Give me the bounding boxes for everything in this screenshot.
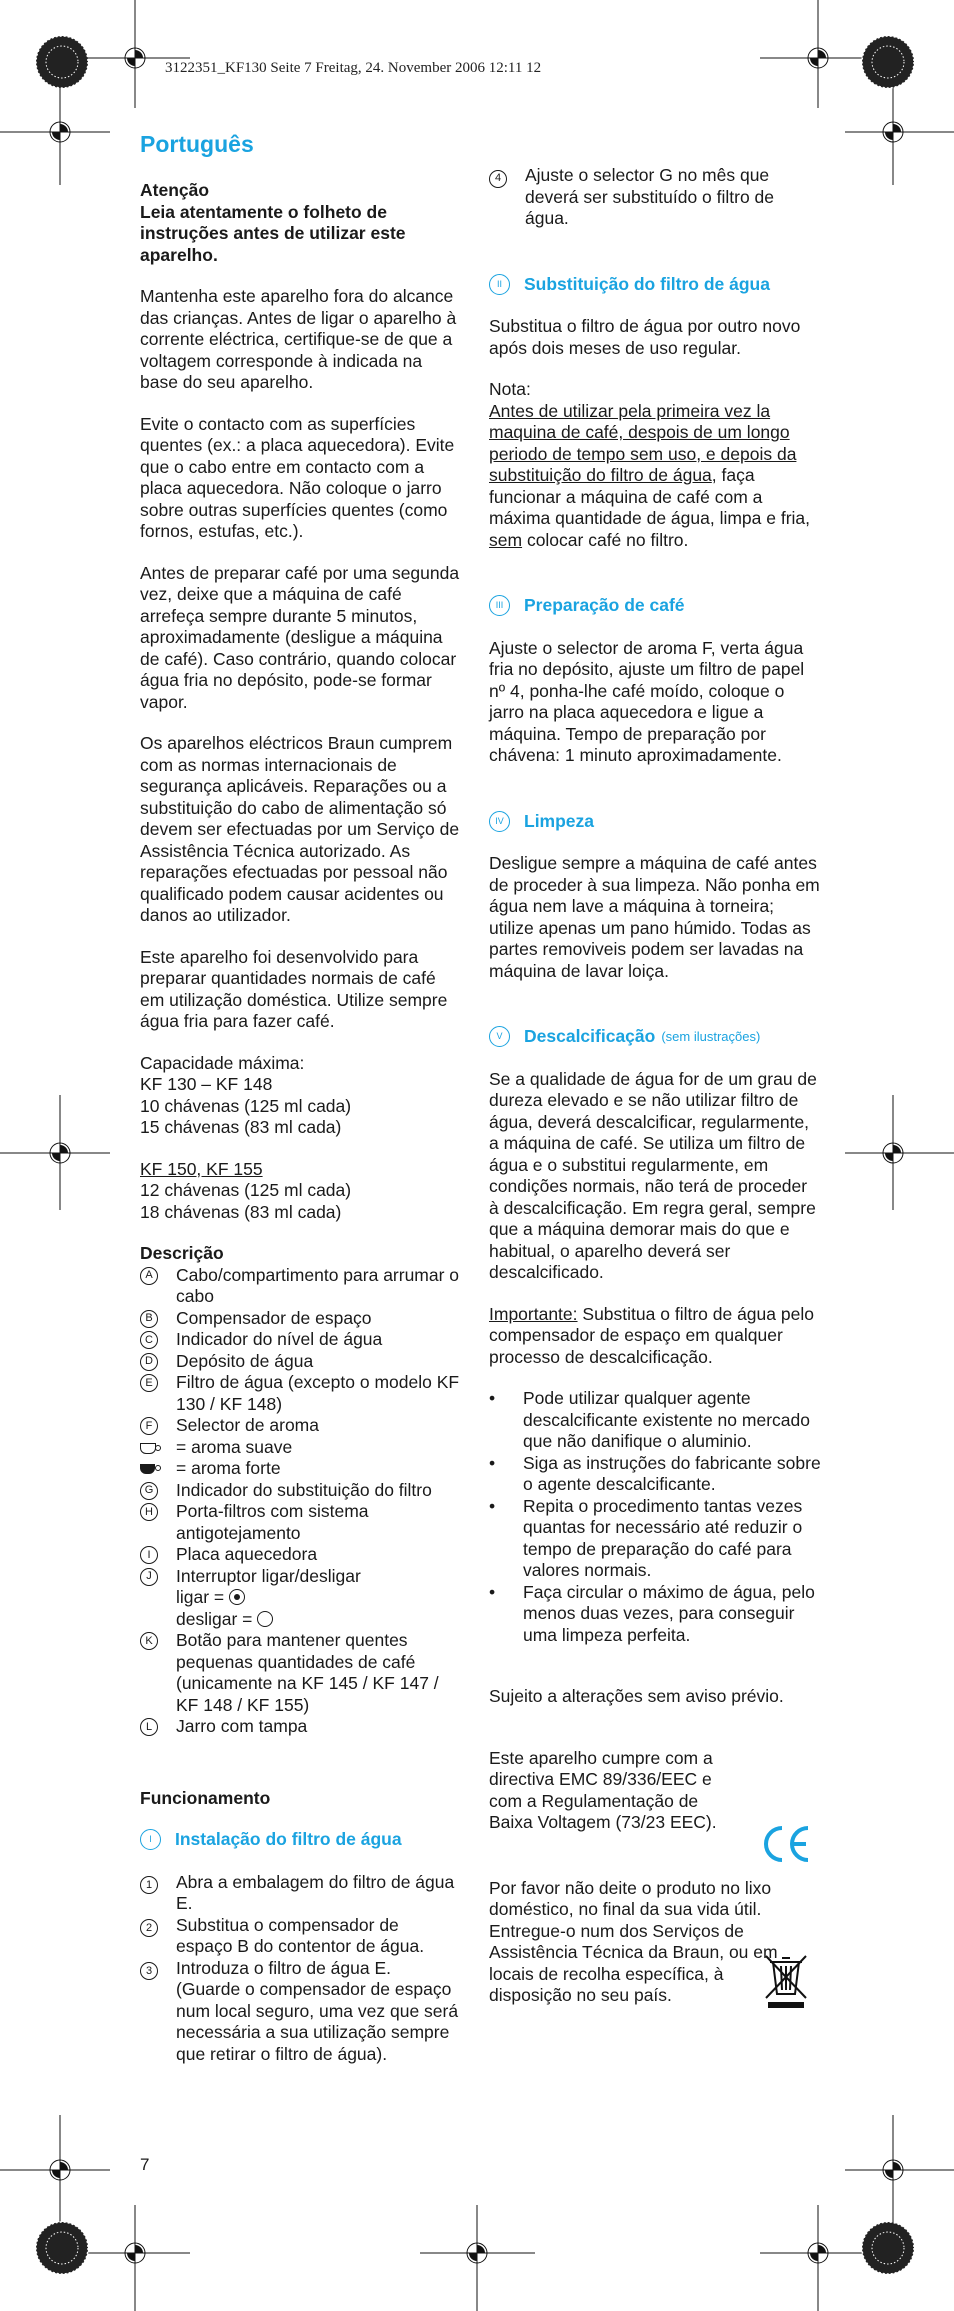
- funcionamento-title: Funcionamento: [140, 1787, 271, 1808]
- description-text: = aroma suave: [176, 1436, 293, 1457]
- list-item: [140, 1308, 460, 1330]
- list-item: [140, 1265, 460, 1308]
- ce-compliance-text: Este aparelho cumpre com a directiva EMC 89/336/EEC e com a Regulamentação de Baixa Voltagem (73/23 EEC).: [489, 1747, 717, 1832]
- section-note: (sem ilustrações): [661, 1029, 761, 1044]
- paragraph-safety-2: Evite o contacto com as superfícies quentes (ex.: a placa aquecedora). Evite que o cabo entre em contacto com a placa aquecedora. Não coloque o jarro sobre outras superfícies quentes (como fornos, estufas, etc.).: [140, 413, 455, 541]
- note-label: Nota:: [489, 379, 531, 399]
- description-text: Botão para mantener quentes pequenas quantidades de café (unicamente na KF 145 / KF 147 / KF 148 / KF 155): [176, 1630, 439, 1715]
- section-title-text: Limpeza: [524, 810, 595, 831]
- note-underlined: sem: [489, 529, 523, 550]
- step-text: Substitua o compensador de espaço B do contentor de água.: [176, 1914, 425, 1956]
- description-text: Jarro com tampa: [176, 1716, 308, 1736]
- list-item: • Faça circular o máximo de água, pelo menos duas vezes, para conseguir uma limpeza perfeita.: [489, 1582, 821, 1647]
- note-paragraph: [489, 401, 821, 552]
- page-number: 7: [140, 2155, 150, 2174]
- note-text: , faça funcionar a máquina de café com a máxima quantidade de água, limpa e fria,: [489, 465, 811, 528]
- list-item: [140, 1372, 460, 1415]
- paragraph-safety-4: Os aparelhos eléctricos Braun cumprem com as normas internacionais de segurança aplicáveis. Reparações ou a substituição do cabo de alimentação só devem ser efectuadas por um Serviço de Assistência Técnica autorizado. As reparações efectuadas por pessoal não qualificado podem causar acidentes ou danos ao utilizador.: [140, 733, 460, 925]
- section-number-icon: III: [489, 595, 510, 616]
- paragraph: Desligue sempre a máquina de café antes de proceder à sua limpeza. Não ponha em água nem lave a máquina à torneira; utilize apenas um pano húmido. Todas as partes removiveis podem ser lavadas na máquina de lavar loiça.: [489, 853, 820, 981]
- switch-title: Interruptor ligar/desligar: [176, 1565, 361, 1586]
- list-item: [140, 1872, 460, 1915]
- bullet-text: Siga as instruções do fabricante sobre o agente descalcificante.: [523, 1452, 821, 1494]
- section-title: [140, 1829, 460, 1851]
- label-b-icon: B: [140, 1310, 158, 1328]
- step-text: Introduza o filtro de água E. (Guarde o compensador de espaço num local seguro, uma vez que será necessária a sua utilização sempre que retirar o filtro de água).: [176, 1957, 459, 2064]
- paragraph: Se a qualidade de água for de um grau de dureza elevado e se não utilizar filtro de água, deverá descalcificar, regularmente, a máquina de café. Se utiliza um filtro de água e o substitui regularmente, em condições normais, não terá de proceder à descalcificação. Em regra geral, sempre que a máquina demorar mais do que e habitual, o aparelho deverá ser descalcificado.: [489, 1068, 817, 1282]
- list-item: [140, 1480, 460, 1502]
- section-number-icon: IV: [489, 811, 510, 832]
- print-header-line: 3122351_KF130 Seite 7 Freitag, 24. November 2006 12:11 12: [165, 60, 542, 76]
- label-g-icon: G: [140, 1482, 158, 1500]
- list-item: [140, 1329, 460, 1351]
- label-f-icon: F: [140, 1417, 158, 1435]
- capacity-value: 18 chávenas (83 ml cada): [140, 1201, 342, 1222]
- description-text: Cabo/compartimento para arrumar o cabo: [176, 1264, 460, 1306]
- label-a-icon: A: [140, 1267, 158, 1285]
- step-number-icon: 3: [140, 1962, 158, 1980]
- switch-on-label: ligar =: [176, 1587, 225, 1607]
- description-text: Selector de aroma: [176, 1415, 319, 1435]
- description-text: Placa aquecedora: [176, 1544, 318, 1564]
- description-text: Filtro de água (excepto o modelo KF 130 / KF 148): [176, 1372, 460, 1414]
- list-item: [140, 1458, 460, 1480]
- switch-off-label: desligar =: [176, 1608, 253, 1629]
- capacity-value: 15 chávenas (83 ml cada): [140, 1117, 342, 1137]
- capacity-title: Capacidade máxima:: [140, 1052, 305, 1073]
- label-d-icon: D: [140, 1353, 158, 1371]
- label-l-icon: L: [140, 1718, 158, 1736]
- list-item: [140, 1501, 460, 1544]
- list-item: [140, 1958, 460, 2066]
- list-item: [140, 1566, 460, 1631]
- atencao-title: Atenção: [140, 180, 210, 200]
- important-text: Substitua o filtro de água pelo compensador de espaço em qualquer processo de descalcificação.: [489, 1303, 814, 1367]
- list-item: [140, 1630, 460, 1716]
- paragraph-usage: Este aparelho foi desenvolvido para preparar quantidades normais de café em utilização doméstica. Utilize sempre água fria para fazer café.: [140, 946, 448, 1031]
- paragraph-safety-3: Antes de preparar café por uma segunda vez, deixe que a máquina de café arrefeça sempre durante 5 minutos, aproximadamente (desligue a máquina de café). Caso contrário, quando colocar água fria no depósito, pode-se formar vapor.: [140, 562, 460, 712]
- important-label: Importante:: [489, 1303, 578, 1324]
- step-number-icon: 2: [140, 1919, 158, 1937]
- description-text: Porta-filtros com sistema antigotejamento: [176, 1501, 369, 1543]
- label-e-icon: E: [140, 1374, 158, 1392]
- step-text: Ajuste o selector G no mês que deverá ser substituído o filtro de água.: [525, 165, 775, 228]
- section-title-text: Instalação do filtro de água: [175, 1829, 402, 1849]
- section-title-text: Preparação de café: [524, 595, 685, 615]
- cup-empty-icon: [140, 1443, 156, 1454]
- section-title-text: Substituição do filtro de água: [524, 273, 770, 294]
- label-h-icon: H: [140, 1503, 158, 1521]
- description-list: [140, 1265, 460, 1738]
- steps-list: [140, 1872, 460, 2066]
- section-title: [489, 811, 821, 833]
- paragraph-safety-1: Mantenha este aparelho fora do alcance das crianças. Antes de ligar o aparelho à corrente eléctrica, certifique-se de que a voltagem corresponde à indicada na base do seu aparelho.: [140, 286, 457, 392]
- bullet-text: Pode utilizar qualquer agente descalcificante existente no mercado que não danifique o aluminio.: [523, 1388, 810, 1451]
- list-item: • Pode utilizar qualquer agente descalcificante existente no mercado que não danifique o aluminio.: [489, 1388, 821, 1453]
- label-k-icon: K: [140, 1632, 158, 1650]
- description-text: [176, 1566, 361, 1631]
- description-title: Descrição: [140, 1243, 224, 1263]
- list-item: [140, 1415, 460, 1437]
- capacity-models-2: KF 150, KF 155: [140, 1158, 263, 1179]
- bullet-text: Repita o procedimento tantas vezes quantas for necessário até reduzir o tempo de preparação do café para valores normais.: [523, 1495, 803, 1580]
- label-j-icon: J: [140, 1568, 158, 1586]
- label-i-icon: I: [140, 1546, 158, 1564]
- step-number-icon: 4: [489, 170, 507, 188]
- paragraph: Substitua o filtro de água por outro novo após dois meses de uso regular.: [489, 316, 801, 358]
- paragraph: Ajuste o selector de aroma F, verta água fria no depósito, ajuste um filtro de papel nº 4, ponha-lhe café moído, coloque o jarro na placa aquecedora e ligue a máquina. Tempo de preparação por chávena: 1 minuto aproximadamente.: [489, 637, 805, 765]
- list-item: [140, 1716, 460, 1738]
- capacity-models-1: KF 130 – KF 148: [140, 1074, 273, 1094]
- weee-disposal-text: Por favor não deite o produto no lixo doméstico, no final da sua vida útil. Entregue-o num dos Serviços de Assistência Técnica da Braun, ou em locais de recolha específica, à disposição no seu país.: [489, 1877, 778, 2005]
- section-number-icon: I: [140, 1829, 161, 1850]
- bullet-list: [489, 1388, 821, 1646]
- ce-mark-icon: [762, 1824, 812, 1870]
- right-column: [489, 165, 821, 2027]
- description-text: Depósito de água: [176, 1350, 314, 1371]
- capacity-value: 10 chávenas (125 ml cada): [140, 1095, 352, 1116]
- description-text: Compensador de espaço: [176, 1307, 372, 1328]
- section-title: [489, 1026, 821, 1048]
- capacity-value: 12 chávenas (125 ml cada): [140, 1180, 352, 1200]
- note-underlined: Antes de utilizar pela primeira vez la maquina de café, despois de um longo periodo de tempo sem uso, e depois da substituição do filtro de água: [489, 400, 797, 485]
- language-title: Português: [140, 131, 254, 157]
- bullet-text: Faça circular o máximo de água, pelo menos duas vezes, para conseguir uma limpeza perfeita.: [523, 1581, 815, 1645]
- description-text: Indicador do nível de água: [176, 1329, 383, 1349]
- list-item: • Repita o procedimento tantas vezes quantas for necessário até reduzir o tempo de preparação do café para valores normais.: [489, 1496, 821, 1582]
- section-number-icon: II: [489, 274, 510, 295]
- left-column: [140, 130, 460, 2065]
- list-item: • Siga as instruções do fabricante sobre o agente descalcificante.: [489, 1452, 821, 1494]
- note-text: colocar café no filtro.: [526, 529, 689, 550]
- label-c-icon: C: [140, 1331, 158, 1349]
- power-off-icon: [257, 1611, 273, 1627]
- cup-full-icon: [140, 1464, 155, 1474]
- atencao-subtitle: Leia atentamente o folheto de instruções antes de utilizar este aparelho.: [140, 201, 406, 265]
- section-title: [489, 274, 821, 296]
- list-item: [140, 1915, 460, 1958]
- section-title: [489, 595, 821, 617]
- important-paragraph: [489, 1304, 821, 1369]
- step-number-icon: 1: [140, 1876, 158, 1894]
- list-item: [140, 1544, 460, 1566]
- list-item: [140, 1351, 460, 1373]
- description-text: Indicador do substituição do filtro: [176, 1479, 432, 1500]
- step-text: Abra a embalagem do filtro de água E.: [176, 1871, 455, 1913]
- crossed-bin-icon: [762, 1952, 810, 2016]
- section-number-icon: V: [489, 1026, 510, 1047]
- power-on-icon: [229, 1589, 245, 1605]
- list-item: [489, 165, 821, 230]
- subject-to-change: Sujeito a alterações sem aviso prévio.: [489, 1686, 784, 1706]
- list-item: [140, 1437, 460, 1459]
- section-title-text: Descalcificação: [524, 1026, 656, 1046]
- description-text: = aroma forte: [176, 1458, 281, 1478]
